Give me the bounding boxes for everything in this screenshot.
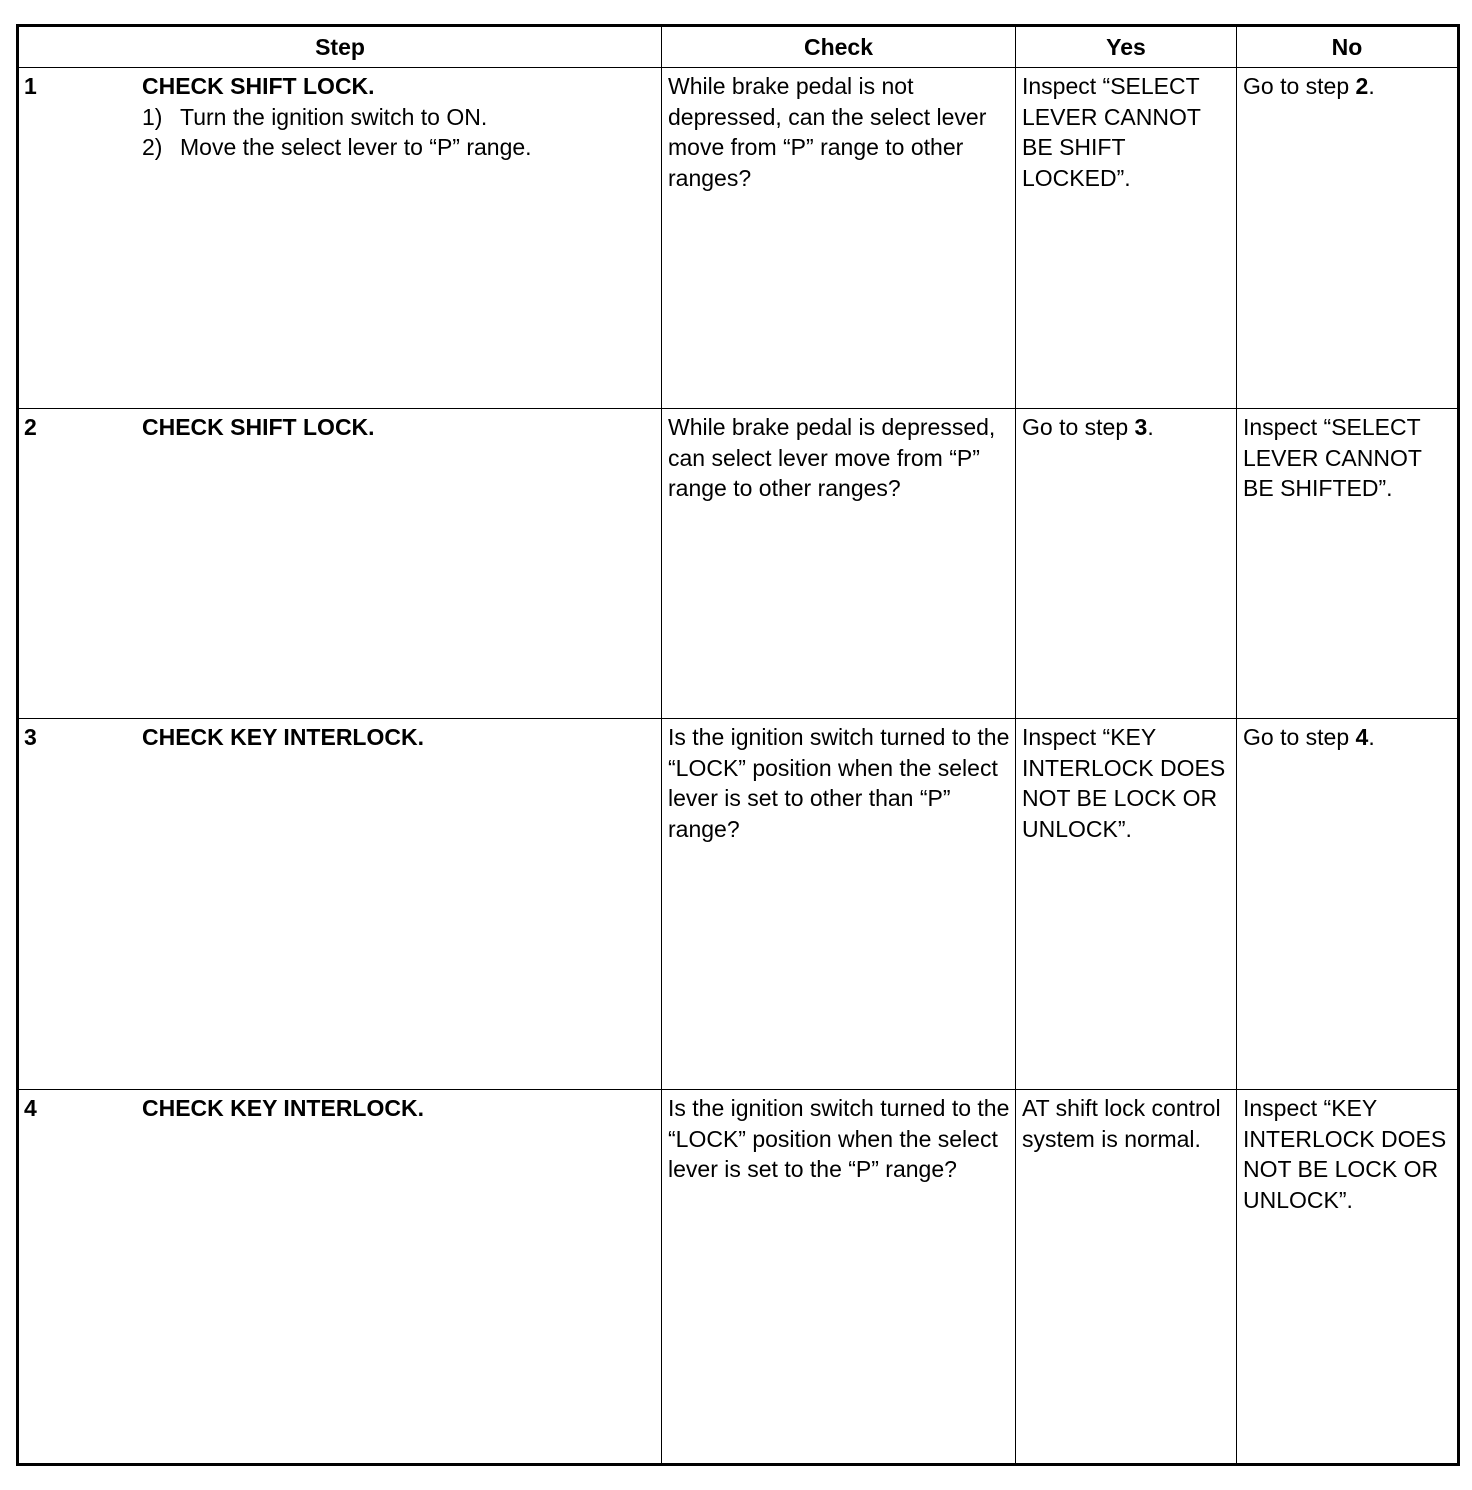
substep (142, 102, 661, 133)
yes-suffix: . (1147, 414, 1154, 440)
step-cell (18, 1090, 662, 1465)
yes-step-ref: 3 (1134, 414, 1148, 440)
table-row (18, 719, 1459, 1090)
yes-text: Inspect “SELECT LEVER CANNOT BE SHIFT LOCKED”. (1022, 73, 1201, 191)
no-cell (1237, 1090, 1459, 1465)
no-suffix: . (1368, 73, 1375, 99)
yes-text (1016, 409, 1236, 443)
no-text (1237, 68, 1457, 102)
substep-number: 2) (142, 134, 163, 160)
no-cell (1237, 719, 1459, 1090)
no-text: Inspect “KEY INTERLOCK DOES NOT BE LOCK OR UNLOCK”. (1243, 1095, 1447, 1213)
diagnostic-table (16, 24, 1460, 1466)
table-header-row (18, 26, 1459, 68)
yes-prefix: Go to step (1022, 414, 1135, 440)
no-cell (1237, 68, 1459, 409)
yes-text: AT shift lock control system is normal. (1022, 1095, 1221, 1152)
yes-cell (1016, 68, 1237, 409)
step-cell (18, 409, 662, 719)
check-cell (662, 409, 1016, 719)
no-step-ref: 2 (1355, 73, 1369, 99)
yes-cell (1016, 409, 1237, 719)
header-check: Check (662, 26, 1016, 68)
substep-number: 1) (142, 103, 163, 130)
no-step-ref: 4 (1355, 724, 1369, 750)
no-text (1237, 719, 1457, 753)
step-number: 3 (24, 724, 37, 750)
step-title: CHECK KEY INTERLOCK. (142, 724, 424, 750)
substep-text: Move the select lever to “P” range. (180, 134, 532, 160)
step-title: CHECK SHIFT LOCK. (142, 414, 375, 440)
header-no: No (1237, 26, 1459, 68)
header-yes: Yes (1016, 26, 1237, 68)
check-cell (662, 719, 1016, 1090)
check-text: While brake pedal is depressed, can select lever move from “P” range to other ranges? (668, 414, 996, 501)
no-prefix: Go to step (1243, 73, 1356, 99)
check-cell (662, 1090, 1016, 1465)
step-title: CHECK KEY INTERLOCK. (142, 1095, 424, 1121)
step-cell (18, 719, 662, 1090)
no-suffix: . (1368, 724, 1375, 750)
step-title: CHECK SHIFT LOCK. (142, 73, 375, 99)
table-row (18, 409, 1459, 719)
step-number: 1 (24, 73, 37, 99)
table-row (18, 1090, 1459, 1465)
yes-text: Inspect “KEY INTERLOCK DOES NOT BE LOCK OR UNLOCK”. (1022, 724, 1226, 842)
yes-cell (1016, 1090, 1237, 1465)
substep (142, 132, 661, 163)
substep-text: Turn the ignition switch to ON. (180, 103, 488, 130)
table-row (18, 68, 1459, 409)
header-step: Step (18, 26, 662, 68)
yes-cell (1016, 719, 1237, 1090)
no-prefix: Go to step (1243, 724, 1356, 750)
step-number: 4 (24, 1095, 37, 1121)
check-text: Is the ignition switch turned to the “LOCK” position when the select lever is set to the “P” range? (668, 1095, 1010, 1182)
step-number: 2 (24, 414, 37, 440)
check-text: Is the ignition switch turned to the “LOCK” position when the select lever is set to other than “P” range? (668, 724, 1010, 842)
check-cell (662, 68, 1016, 409)
check-text: While brake pedal is not depressed, can the select lever move from “P” range to other ranges? (668, 73, 987, 191)
no-text: Inspect “SELECT LEVER CANNOT BE SHIFTED”. (1243, 414, 1422, 501)
step-cell (18, 68, 662, 409)
no-cell (1237, 409, 1459, 719)
